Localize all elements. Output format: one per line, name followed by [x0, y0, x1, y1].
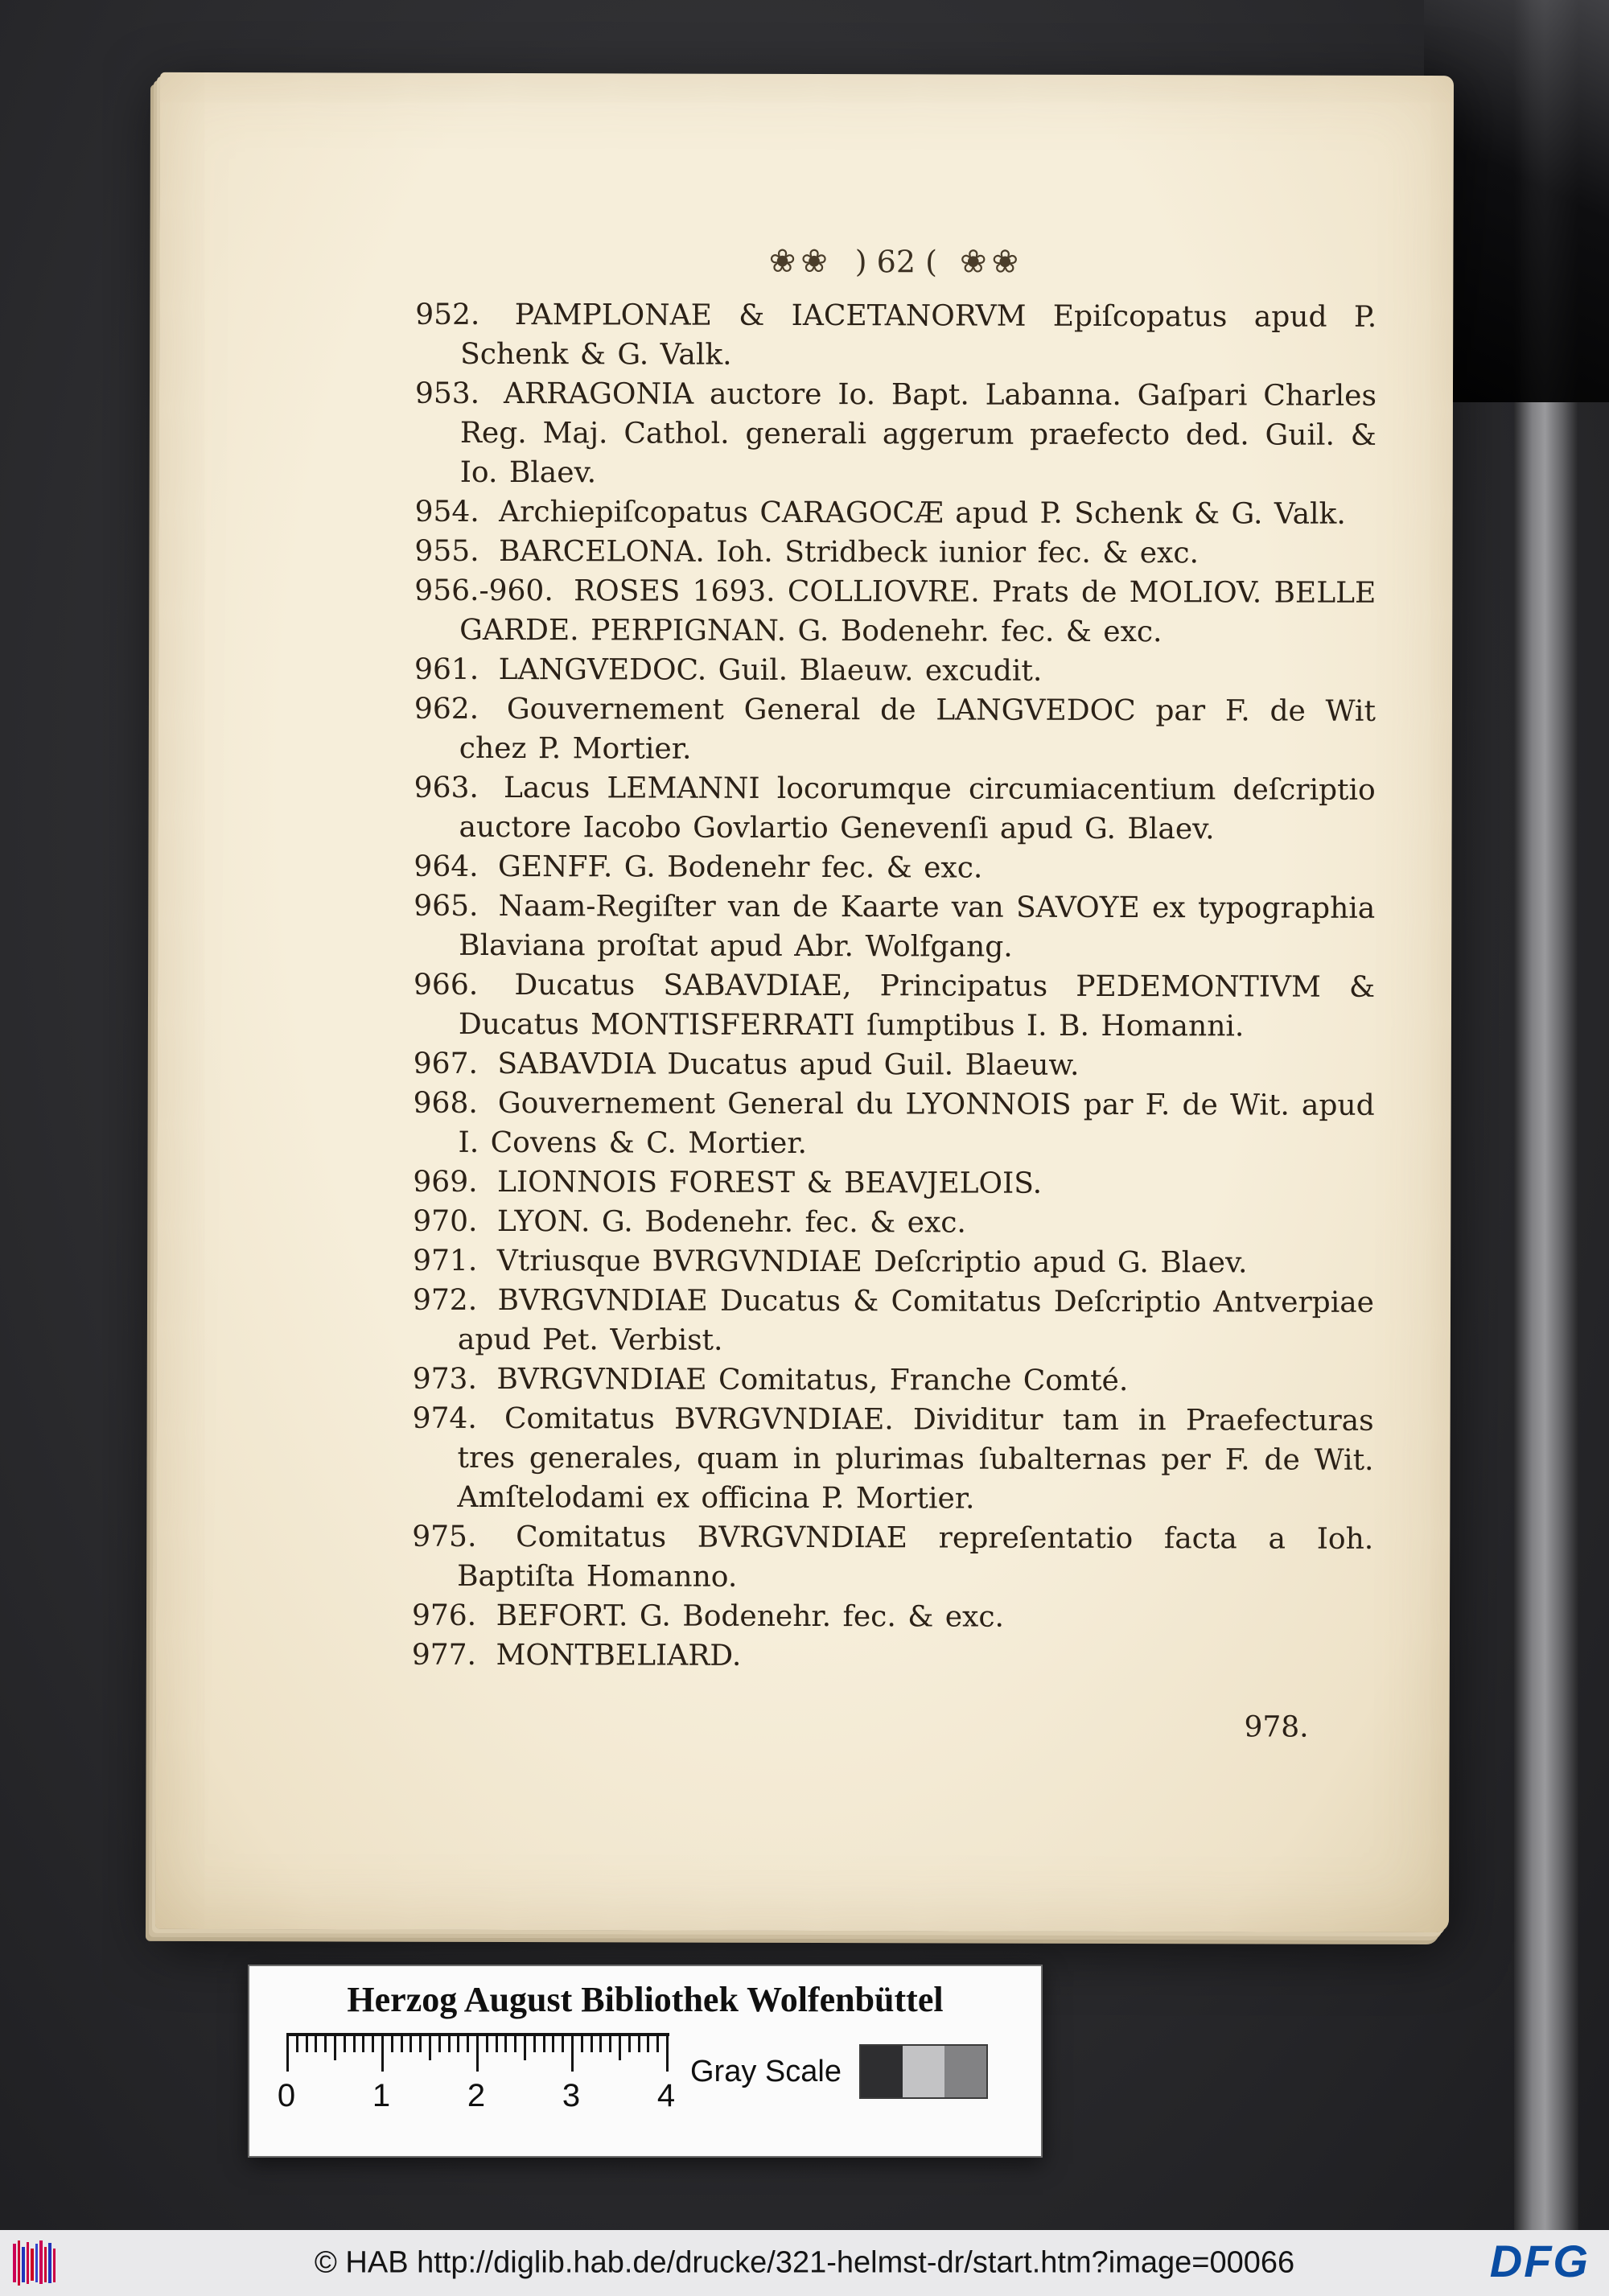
- library-label-card: [248, 1965, 1043, 2158]
- catalog-entry: [413, 1281, 1374, 1362]
- catalog-entry: [412, 1596, 1373, 1638]
- ruler-tick: [533, 2036, 536, 2052]
- catalog-entry: [414, 887, 1375, 968]
- entry-number: 962.: [414, 692, 479, 726]
- ruler-tick: [591, 2036, 593, 2052]
- ruler-tick: [381, 2036, 384, 2072]
- entry-text: Naam-Regiſter van de Kaarte van SAVOYE ex typographia Blaviana proſtat apud Abr. Wolfgang.: [459, 890, 1376, 964]
- entry-number: 953.: [414, 376, 480, 410]
- ruler-tick: [581, 2036, 583, 2052]
- entry-text: Comitatus BVRGVNDIAE. Dividitur tam in Praefecturas tres generales, quam in plurimas ſubalternas per F. de Wit. Amſtelodami ex officina P. Mortier.: [457, 1402, 1374, 1516]
- ruler-tick: [334, 2036, 336, 2060]
- catalog-entry: [414, 650, 1376, 692]
- ruler-tick: [552, 2036, 554, 2052]
- entry-number: 955.: [414, 534, 479, 568]
- ruler-tick: [486, 2036, 488, 2052]
- gray-swatch-dark: [861, 2046, 903, 2097]
- gray-swatch-mid: [944, 2046, 986, 2097]
- ruler-tick: [438, 2036, 441, 2052]
- entry-text: SABAVDIA Ducatus apud Guil. Blaeuw.: [497, 1047, 1080, 1082]
- gray-scale-label: Gray Scale: [690, 2054, 842, 2088]
- catalog-entry: [413, 1360, 1374, 1401]
- ruler-tick: [666, 2036, 669, 2072]
- ruler-tick: [401, 2036, 403, 2052]
- ruler-tick: [353, 2036, 356, 2052]
- ruler-ticks: [286, 2033, 669, 2070]
- catalog-entry-list: [412, 295, 1376, 1677]
- ruler-tick: [638, 2036, 640, 2052]
- gray-scale-swatches: [859, 2044, 988, 2099]
- entry-text: BVRGVNDIAE Ducatus & Comitatus Deſcriptio Antverpiae apud Pet. Verbist.: [457, 1284, 1375, 1357]
- entry-text: Gouvernement General du LYONNOIS par F. de Wit. apud I. Covens & C. Mortier.: [458, 1087, 1375, 1161]
- dfg-logo: DFG: [1489, 2236, 1590, 2286]
- catalog-entry: [412, 1636, 1373, 1677]
- catalog-entry: [413, 1162, 1374, 1204]
- catalog-entry: [414, 965, 1375, 1047]
- entry-number: 968.: [413, 1086, 478, 1120]
- centimeter-ruler: [277, 2033, 676, 2129]
- ruler-tick: [467, 2036, 469, 2052]
- catalog-entry: [415, 295, 1376, 376]
- entry-number: 966.: [414, 968, 479, 1002]
- ruler-tick: [496, 2036, 498, 2052]
- entry-text: BVRGVNDIAE Comitatus, Franche Comté.: [496, 1363, 1129, 1398]
- entry-text: Ducatus SABAVDIAE, Principatus PEDEMONTIVM & Ducatus MONTISFERRATI ſumptibus I. B. Homanni.: [458, 969, 1376, 1043]
- entry-number: 964.: [414, 850, 479, 883]
- entry-text: LANGVEDOC. Guil. Blaeuw. excudit.: [498, 653, 1043, 688]
- gray-scale-block: [690, 2044, 988, 2099]
- entry-number: 971.: [413, 1244, 478, 1278]
- entry-text: Comitatus BVRGVNDIAE repreſentatio facta a Ioh. Baptiſta Homanno.: [457, 1520, 1374, 1594]
- gray-swatch-light: [903, 2046, 944, 2097]
- page-number: ) 62 (: [854, 244, 938, 280]
- catalog-entry: [412, 1517, 1373, 1599]
- entry-text: Lacus LEMANNI locorumque circumiacentium deſcriptio auctore Iacobo Govlartio Genevenſi apud G. Blaev.: [459, 772, 1376, 846]
- ruler-number: 1: [372, 2078, 391, 2113]
- entry-text: Gouvernement General de LANGVEDOC par F. de Wit chez P. Mortier.: [459, 693, 1376, 766]
- catalog-entry: [413, 1202, 1374, 1244]
- ruler-tick: [344, 2036, 346, 2052]
- ruler-tick: [609, 2036, 611, 2052]
- entry-text: GENFF. G. Bodenehr fec. & exc.: [497, 850, 983, 885]
- entry-number: 961.: [414, 652, 479, 686]
- catalog-entry: [415, 374, 1376, 495]
- copyright-url: © HAB http://diglib.hab.de/drucke/321-helmst-dr/start.htm?image=00066: [314, 2245, 1295, 2280]
- catalog-entry: [414, 532, 1376, 574]
- ruler-tick: [524, 2036, 526, 2060]
- catalog-entry: [414, 689, 1376, 771]
- ruler-tick: [324, 2036, 327, 2052]
- rosette-ornament-right-icon: ❀❀: [959, 243, 1024, 281]
- ruler-tick: [476, 2036, 479, 2072]
- ruler-tick: [306, 2036, 308, 2052]
- entry-number: 975.: [412, 1520, 477, 1553]
- catalog-entry: [414, 571, 1376, 652]
- ruler-tick: [362, 2036, 364, 2052]
- catchword-next-entry: 978.: [1244, 1710, 1309, 1744]
- ruler-tick: [619, 2036, 621, 2060]
- entry-number: 976.: [411, 1599, 477, 1632]
- ruler-tick: [391, 2036, 393, 2052]
- ruler-tick: [628, 2036, 631, 2052]
- ruler-number: 4: [656, 2078, 676, 2113]
- page-header: [415, 242, 1376, 282]
- footer-bar: [0, 2230, 1609, 2296]
- entry-number: 965.: [414, 889, 479, 923]
- entry-number: 969.: [413, 1165, 478, 1199]
- entry-text: BEFORT. G. Bodenehr. fec. & exc.: [496, 1599, 1005, 1634]
- entry-text: BARCELONA. Ioh. Stridbeck iunior fec. & exc.: [499, 535, 1200, 570]
- entry-text: LIONNOIS FOREST & BEAVJELOIS.: [496, 1166, 1043, 1200]
- ruler-tick: [543, 2036, 545, 2052]
- scanned-page: [155, 72, 1454, 1932]
- rosette-ornament-left-icon: ❀❀: [768, 242, 833, 281]
- entry-number: 954.: [414, 495, 479, 529]
- ruler-tick: [448, 2036, 451, 2052]
- entry-text: ARRAGONIA auctore Io. Bapt. Labanna. Gaſpari Charles Reg. Maj. Cathol. generali aggerum praefecto ded. Guil. & Io. Blaev.: [459, 377, 1377, 490]
- ruler-tick: [419, 2036, 422, 2052]
- ruler-tick: [504, 2036, 507, 2052]
- ruler-tick: [571, 2036, 574, 2072]
- ruler-tick: [286, 2036, 289, 2072]
- catalog-entry: [413, 1241, 1374, 1283]
- library-name: Herzog August Bibliothek Wolfenbüttel: [347, 1980, 944, 2019]
- entry-number: 970.: [413, 1204, 478, 1238]
- entry-number: 956.-960.: [414, 574, 553, 608]
- entry-number: 952.: [415, 298, 480, 331]
- ruler-tick: [647, 2036, 649, 2052]
- ruler-tick: [562, 2036, 564, 2052]
- ruler-tick: [656, 2036, 659, 2052]
- catalog-entry: [413, 1084, 1374, 1165]
- ruler-numbers: [277, 2078, 676, 2120]
- catalog-entry: [412, 1399, 1373, 1520]
- ruler-tick: [409, 2036, 412, 2052]
- ruler-number: 3: [562, 2078, 581, 2113]
- entry-text: PAMPLONAE & IACETANORVM Epiſcopatus apud P. Schenk & G. Valk.: [460, 298, 1377, 372]
- ruler-tick: [429, 2036, 431, 2060]
- ruler-tick: [372, 2036, 374, 2052]
- text-column: [412, 242, 1377, 1744]
- entry-text: Vtriusque BVRGVNDIAE Deſcriptio apud G. Blaev.: [496, 1245, 1248, 1280]
- catalog-entry: [414, 1044, 1375, 1086]
- entry-number: 973.: [412, 1362, 477, 1396]
- color-barcode-icon: [11, 2239, 60, 2287]
- ruler-number: 0: [277, 2078, 296, 2113]
- entry-text: MONTBELIARD.: [496, 1638, 742, 1673]
- entry-number: 963.: [414, 771, 479, 804]
- catalog-entry: [414, 847, 1375, 889]
- catalog-entry: [414, 768, 1376, 850]
- catalog-entry: [415, 492, 1376, 534]
- ruler-tick: [315, 2036, 317, 2052]
- ruler-tick: [599, 2036, 602, 2052]
- entry-number: 977.: [411, 1638, 477, 1672]
- entry-number: 972.: [412, 1283, 478, 1317]
- entry-text: Archiepiſcopatus CARAGOCÆ apud P. Schenk & G. Valk.: [499, 496, 1346, 531]
- ruler-tick: [296, 2036, 298, 2052]
- entry-text: ROSES 1693. COLLIOVRE. Prats de MOLIOV. BELLE GARDE. PERPIGNAN. G. Bodenehr. fec. & exc.: [459, 574, 1376, 649]
- ruler-number: 2: [467, 2078, 486, 2113]
- ruler-tick: [457, 2036, 459, 2052]
- entry-text: LYON. G. Bodenehr. fec. & exc.: [496, 1205, 966, 1240]
- entry-number: 974.: [412, 1401, 477, 1435]
- ruler-tick: [514, 2036, 516, 2052]
- entry-number: 967.: [413, 1047, 479, 1080]
- label-row: [249, 2030, 1041, 2142]
